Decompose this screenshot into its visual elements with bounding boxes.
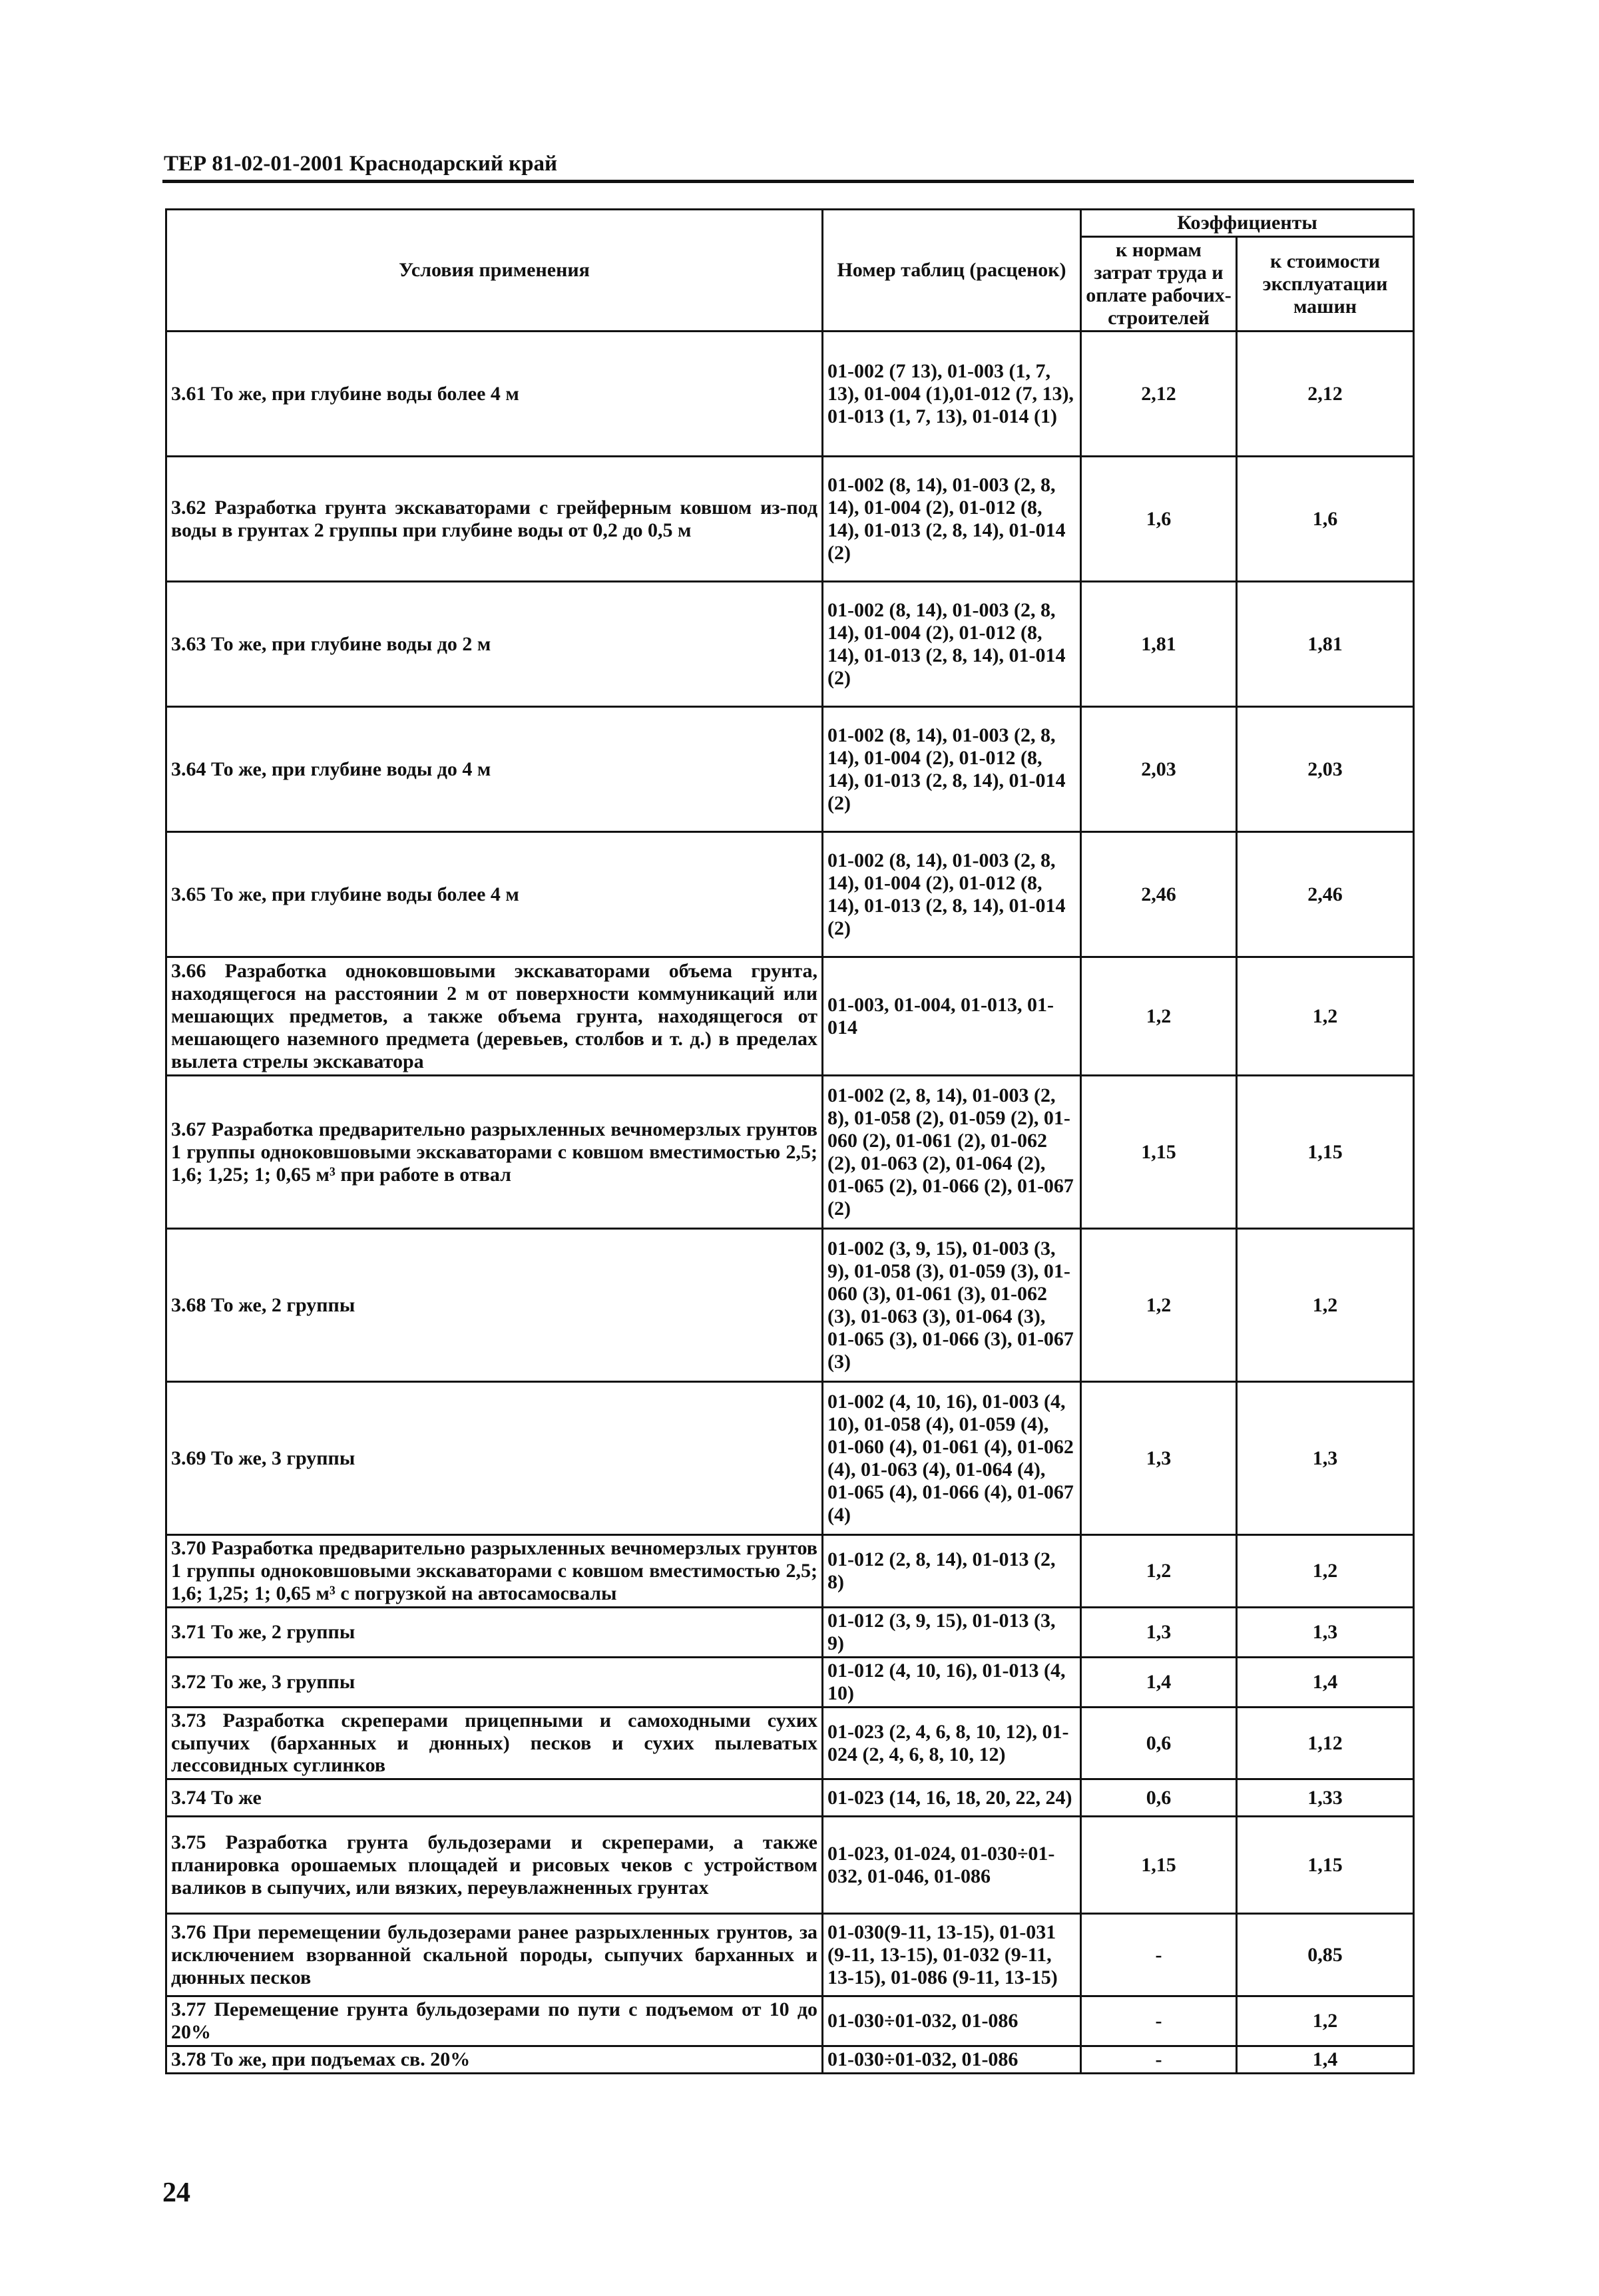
- table-row: [166, 957, 1414, 1076]
- page-number: 24: [162, 2178, 190, 2208]
- conditions-cell: 3.64 То же, при глубине воды до 4 м: [166, 707, 823, 832]
- tables-cell: 01-002 (8, 14), 01-003 (2, 8, 14), 01-004 (2), 01-012 (8, 14), 01-013 (2, 8, 14), 01-014 (2): [823, 707, 1081, 832]
- conditions-cell: 3.75 Разработка грунта бульдозерами и скреперами, а также планировка орошаемых площадей и рисовых чеков с устройством валиков в сыпучих, или вязких, переувлажненных грунтах: [166, 1817, 823, 1914]
- conditions-cell: 3.78 То же, при подъемах св. 20%: [166, 2046, 823, 2074]
- labor-coef-cell: 1,81: [1081, 582, 1237, 707]
- conditions-cell: 3.66 Разработка одноковшовыми экскаваторами объема грунта, находящегося на расстоянии 2 м от поверхности коммуникаций или мешающих предметов, а также объема грунта, находящегося от мешающего наземного предмета (деревьев, столбов и т. д.) в пределах вылета стрелы экскаватора: [166, 957, 823, 1076]
- table-row: [166, 1707, 1414, 1779]
- tables-cell: 01-003, 01-004, 01-013, 01-014: [823, 957, 1081, 1076]
- machines-coef-cell: 2,03: [1237, 707, 1414, 832]
- col-header-machines: к стоимости эксплуатации машин: [1237, 236, 1414, 332]
- table-row: [166, 1996, 1414, 2046]
- labor-coef-cell: 1,3: [1081, 1382, 1237, 1535]
- machines-coef-cell: 2,12: [1237, 332, 1414, 457]
- labor-coef-cell: 2,12: [1081, 332, 1237, 457]
- machines-coef-cell: 1,2: [1237, 1996, 1414, 2046]
- tables-cell: 01-012 (3, 9, 15), 01-013 (3, 9): [823, 1608, 1081, 1658]
- machines-coef-cell: 1,3: [1237, 1608, 1414, 1658]
- tables-cell: 01-023 (2, 4, 6, 8, 10, 12), 01-024 (2, 4, 6, 8, 10, 12): [823, 1707, 1081, 1779]
- conditions-cell: 3.61 То же, при глубине воды более 4 м: [166, 332, 823, 457]
- machines-coef-cell: 1,4: [1237, 2046, 1414, 2074]
- labor-coef-cell: 0,6: [1081, 1779, 1237, 1817]
- machines-coef-cell: 1,4: [1237, 1657, 1414, 1707]
- machines-coef-cell: 1,15: [1237, 1076, 1414, 1229]
- labor-coef-cell: 1,2: [1081, 957, 1237, 1076]
- machines-coef-cell: 2,46: [1237, 832, 1414, 957]
- tables-cell: 01-002 (8, 14), 01-003 (2, 8, 14), 01-004 (2), 01-012 (8, 14), 01-013 (2, 8, 14), 01-014 (2): [823, 457, 1081, 582]
- table-row: [166, 332, 1414, 457]
- table-row: [166, 1608, 1414, 1658]
- conditions-cell: 3.73 Разработка скреперами прицепными и самоходными сухих сыпучих (барханных и дюнных) песков и сухих пылеватых лессовидных суглинков: [166, 1707, 823, 1779]
- col-header-coefficients: Коэффициенты: [1081, 210, 1414, 237]
- tables-cell: 01-002 (7 13), 01-003 (1, 7, 13), 01-004 (1),01-012 (7, 13), 01-013 (1, 7, 13), 01-014 (1): [823, 332, 1081, 457]
- labor-coef-cell: 1,3: [1081, 1608, 1237, 1658]
- labor-coef-cell: -: [1081, 2046, 1237, 2074]
- conditions-cell: 3.65 То же, при глубине воды более 4 м: [166, 832, 823, 957]
- header-rule: [162, 180, 1414, 183]
- table-row: [166, 707, 1414, 832]
- table-row: [166, 1779, 1414, 1817]
- col-header-tables: Номер таблиц (расценок): [823, 210, 1081, 332]
- table-row: [166, 457, 1414, 582]
- conditions-cell: 3.72 То же, 3 группы: [166, 1657, 823, 1707]
- tables-cell: 01-030÷01-032, 01-086: [823, 1996, 1081, 2046]
- tables-cell: 01-002 (3, 9, 15), 01-003 (3, 9), 01-058 (3), 01-059 (3), 01-060 (3), 01-061 (3), 01-062 (3), 01-063 (3), 01-064 (3), 01-065 (3), 01-066 (3), 01-067 (3): [823, 1229, 1081, 1382]
- tables-cell: 01-012 (2, 8, 14), 01-013 (2, 8): [823, 1535, 1081, 1608]
- conditions-cell: 3.68 То же, 2 группы: [166, 1229, 823, 1382]
- machines-coef-cell: 0,85: [1237, 1914, 1414, 1996]
- machines-coef-cell: 1,15: [1237, 1817, 1414, 1914]
- table-row: [166, 1535, 1414, 1608]
- tables-cell: 01-002 (8, 14), 01-003 (2, 8, 14), 01-004 (2), 01-012 (8, 14), 01-013 (2, 8, 14), 01-014 (2): [823, 582, 1081, 707]
- tables-cell: 01-002 (2, 8, 14), 01-003 (2, 8), 01-058 (2), 01-059 (2), 01-060 (2), 01-061 (2), 01-062 (2), 01-063 (2), 01-064 (2), 01-065 (2), 01-066 (2), 01-067 (2): [823, 1076, 1081, 1229]
- table-row: [166, 1229, 1414, 1382]
- labor-coef-cell: 0,6: [1081, 1707, 1237, 1779]
- conditions-cell: 3.77 Перемещение грунта бульдозерами по пути с подъемом от 10 до 20%: [166, 1996, 823, 2046]
- conditions-cell: 3.74 То же: [166, 1779, 823, 1817]
- labor-coef-cell: 2,03: [1081, 707, 1237, 832]
- table-row: [166, 2046, 1414, 2074]
- labor-coef-cell: -: [1081, 1996, 1237, 2046]
- tables-cell: 01-023, 01-024, 01-030÷01-032, 01-046, 01-086: [823, 1817, 1081, 1914]
- machines-coef-cell: 1,2: [1237, 1229, 1414, 1382]
- table-body: [166, 332, 1414, 2074]
- conditions-cell: 3.67 Разработка предварительно разрыхленных вечномерзлых грунтов 1 группы одноковшовыми экскаваторами с ковшом вместимостью 2,5; 1,6; 1,25; 1; 0,65 м³ при работе в отвал: [166, 1076, 823, 1229]
- labor-coef-cell: 1,4: [1081, 1657, 1237, 1707]
- conditions-cell: 3.71 То же, 2 группы: [166, 1608, 823, 1658]
- table-row: [166, 832, 1414, 957]
- tables-cell: 01-002 (4, 10, 16), 01-003 (4, 10), 01-058 (4), 01-059 (4), 01-060 (4), 01-061 (4), 01-062 (4), 01-063 (4), 01-064 (4), 01-065 (4), 01-066 (4), 01-067 (4): [823, 1382, 1081, 1535]
- labor-coef-cell: -: [1081, 1914, 1237, 1996]
- machines-coef-cell: 1,2: [1237, 1535, 1414, 1608]
- machines-coef-cell: 1,81: [1237, 582, 1414, 707]
- tables-cell: 01-023 (14, 16, 18, 20, 22, 24): [823, 1779, 1081, 1817]
- machines-coef-cell: 1,6: [1237, 457, 1414, 582]
- table-row: [166, 582, 1414, 707]
- conditions-cell: 3.63 То же, при глубине воды до 2 м: [166, 582, 823, 707]
- document-header: ТЕР 81-02-01-2001 Краснодарский край: [164, 152, 558, 176]
- tables-cell: 01-030(9-11, 13-15), 01-031 (9-11, 13-15), 01-032 (9-11, 13-15), 01-086 (9-11, 13-15): [823, 1914, 1081, 1996]
- conditions-cell: 3.76 При перемещении бульдозерами ранее разрыхленных грунтов, за исключением взорванной скальной породы, сыпучих барханных и дюнных песков: [166, 1914, 823, 1996]
- table-row: [166, 1076, 1414, 1229]
- tables-cell: 01-002 (8, 14), 01-003 (2, 8, 14), 01-004 (2), 01-012 (8, 14), 01-013 (2, 8, 14), 01-014 (2): [823, 832, 1081, 957]
- labor-coef-cell: 1,15: [1081, 1817, 1237, 1914]
- col-header-labor: к нормам затрат труда и оплате рабочих-строителей: [1081, 236, 1237, 332]
- machines-coef-cell: 1,12: [1237, 1707, 1414, 1779]
- labor-coef-cell: 1,6: [1081, 457, 1237, 582]
- machines-coef-cell: 1,2: [1237, 957, 1414, 1076]
- machines-coef-cell: 1,3: [1237, 1382, 1414, 1535]
- labor-coef-cell: 1,15: [1081, 1076, 1237, 1229]
- tables-cell: 01-012 (4, 10, 16), 01-013 (4, 10): [823, 1657, 1081, 1707]
- table-row: [166, 1657, 1414, 1707]
- conditions-cell: 3.69 То же, 3 группы: [166, 1382, 823, 1535]
- table-row: [166, 1914, 1414, 1996]
- tables-cell: 01-030÷01-032, 01-086: [823, 2046, 1081, 2074]
- labor-coef-cell: 1,2: [1081, 1535, 1237, 1608]
- conditions-cell: 3.70 Разработка предварительно разрыхленных вечномерзлых грунтов 1 группы одноковшовыми экскаваторами с ковшом вместимостью 2,5; 1,6; 1,25; 1; 0,65 м³ с погрузкой на автосамосвалы: [166, 1535, 823, 1608]
- labor-coef-cell: 1,2: [1081, 1229, 1237, 1382]
- conditions-cell: 3.62 Разработка грунта экскаваторами с грейферным ковшом из-под воды в грунтах 2 группы при глубине воды от 0,2 до 0,5 м: [166, 457, 823, 582]
- machines-coef-cell: 1,33: [1237, 1779, 1414, 1817]
- table-row: [166, 1817, 1414, 1914]
- coefficients-table: [165, 208, 1415, 2074]
- col-header-conditions: Условия применения: [166, 210, 823, 332]
- table-row: [166, 1382, 1414, 1535]
- labor-coef-cell: 2,46: [1081, 832, 1237, 957]
